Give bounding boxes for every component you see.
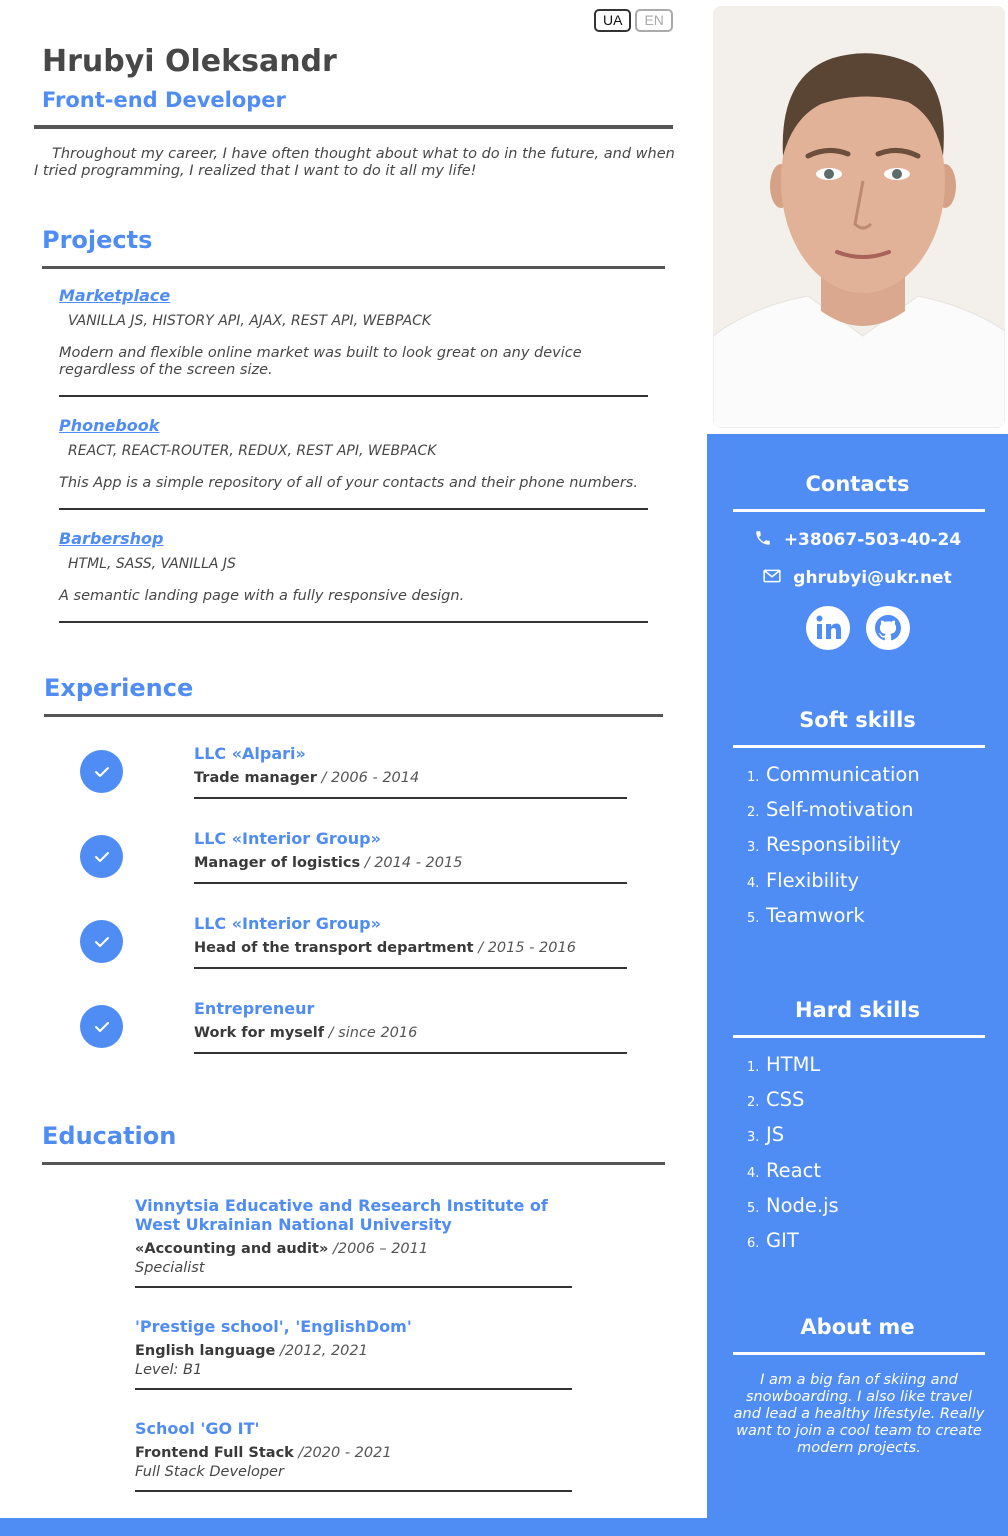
experience-details: [194, 940, 576, 956]
profile-photo: [713, 6, 1005, 428]
education-level: Level: B1: [135, 1362, 203, 1378]
soft-skill-item: 3. Responsibility: [747, 833, 901, 857]
education-years: /2006 – 2011: [328, 1241, 429, 1257]
email-address: ghrubyi@ukr.net: [793, 568, 952, 588]
hard-skill-item: 4. React: [747, 1158, 821, 1182]
soft-skills-list: [747, 763, 920, 939]
education-school: 'Prestige school', 'EnglishDom': [135, 1317, 412, 1336]
experience-period: / 2015 - 2016: [473, 940, 576, 956]
about-divider: [733, 1352, 985, 1355]
education-divider-line: [135, 1490, 572, 1492]
education-school: Vinnytsia Educative and Research Institute of West Ukrainian National University: [135, 1196, 548, 1234]
soft-skill-item: 1. Communication: [747, 763, 920, 786]
soft-skill-item: 4. Flexibility: [747, 868, 860, 892]
experience-period: / since 2016: [324, 1025, 418, 1041]
check-icon: [80, 835, 123, 878]
project-item: [59, 286, 649, 397]
experience-title: Experience: [44, 674, 194, 702]
experience-company: LLC «Interior Group»: [194, 829, 381, 848]
contacts-divider: [733, 509, 985, 512]
education-title: Education: [42, 1122, 177, 1150]
education-course: English language: [135, 1343, 276, 1359]
experience-item: [80, 744, 630, 812]
education-years: /2020 - 2021: [293, 1445, 392, 1461]
experience-details: [194, 1025, 417, 1041]
contacts-title: Contacts: [805, 472, 910, 496]
experience-period: / 2014 - 2015: [360, 855, 463, 871]
experience-role: Head of the transport department: [194, 940, 474, 956]
project-item: [59, 416, 649, 510]
check-icon: [80, 750, 123, 793]
email-link[interactable]: [707, 566, 1008, 590]
experience-role: Manager of logistics: [194, 855, 361, 871]
project-tech: VANILLA JS, HISTORY API, AJAX, REST API, WEBPACK: [68, 313, 432, 329]
education-details: [135, 1343, 572, 1359]
project-tech: REACT, REACT-ROUTER, REDUX, REST API, WEBPACK: [68, 443, 437, 459]
education-school: School 'GO IT': [135, 1419, 260, 1438]
project-description: A semantic landing page with a fully responsive design.: [59, 588, 465, 604]
hard-skills-list: [747, 1053, 839, 1264]
hard-skills-title: Hard skills: [794, 998, 920, 1022]
experience-item: [80, 914, 630, 982]
hard-skill-item: 3. JS: [747, 1123, 785, 1147]
experience-divider-line: [194, 882, 627, 884]
soft-skill-item: 5. Teamwork: [747, 903, 865, 927]
hard-skill-item: 1. HTML: [747, 1053, 821, 1076]
about-text: I am a big fan of skiing and snowboarding. I also like travel and lead a healthy lifestyle. Really want to join a cool team to create modern projects.: [733, 1372, 985, 1456]
sidebar: [707, 434, 1008, 1536]
person-name: Hrubyi Oleksandr: [42, 44, 337, 79]
experience-company: Entrepreneur: [194, 999, 315, 1018]
projects-divider: [42, 266, 665, 269]
soft-skills-title: Soft skills: [799, 708, 916, 732]
project-divider: [59, 395, 648, 397]
experience-period: / 2006 - 2014: [316, 770, 420, 786]
education-details: [135, 1241, 572, 1257]
job-title: Front-end Developer: [42, 88, 286, 112]
education-item: [135, 1419, 572, 1492]
education-level: Specialist: [135, 1260, 205, 1276]
experience-item: [80, 829, 630, 897]
education-item: [135, 1317, 572, 1390]
projects-title: Projects: [42, 226, 153, 254]
project-link-barbershop[interactable]: Barbershop: [59, 529, 164, 548]
project-link-marketplace[interactable]: Marketplace: [59, 286, 171, 305]
check-icon: [80, 920, 123, 963]
phone-link[interactable]: [707, 528, 1008, 552]
education-divider: [42, 1162, 665, 1165]
github-icon[interactable]: [866, 606, 910, 650]
experience-company: LLC «Interior Group»: [194, 914, 381, 933]
check-icon: [80, 1005, 123, 1048]
experience-item: [80, 999, 630, 1067]
lang-en-button[interactable]: EN: [635, 9, 672, 32]
experience-divider-line: [194, 797, 627, 799]
experience-company: LLC «Alpari»: [194, 744, 306, 763]
education-level: Full Stack Developer: [135, 1464, 284, 1480]
education-course: Frontend Full Stack: [135, 1445, 294, 1461]
education-divider-line: [135, 1388, 572, 1390]
project-divider: [59, 508, 648, 510]
project-link-phonebook[interactable]: Phonebook: [59, 416, 160, 435]
language-switch: [594, 9, 673, 32]
project-tech: HTML, SASS, VANILLA JS: [68, 556, 236, 572]
project-divider: [59, 621, 648, 623]
about-title: About me: [800, 1315, 915, 1339]
footer-bar: [0, 1518, 707, 1536]
soft-skill-item: 2. Self-motivation: [747, 798, 914, 822]
soft-skills-divider: [733, 745, 985, 748]
experience-divider-line: [194, 1052, 627, 1054]
hard-skill-item: 2. CSS: [747, 1088, 805, 1112]
experience-details: [194, 770, 419, 786]
intro-text: Throughout my career, I have often thought about what to do in the future, and when I tried programming, I realized that I want to do it all my life!: [34, 146, 675, 179]
education-years: /2012, 2021: [275, 1343, 368, 1359]
experience-divider-line: [194, 967, 627, 969]
mail-icon: [763, 568, 781, 588]
project-description: Modern and flexible online market was built to look great on any device regardless of the screen size.: [59, 345, 582, 378]
experience-role: Trade manager: [194, 770, 317, 786]
phone-number: +38067-503-40-24: [783, 530, 962, 550]
social-links: [707, 606, 1008, 650]
experience-details: [194, 855, 462, 871]
phone-icon: [754, 529, 772, 552]
linkedin-icon[interactable]: [806, 606, 850, 650]
experience-role: Work for myself: [194, 1025, 325, 1041]
hard-skill-item: 6. GIT: [747, 1228, 799, 1252]
hard-skills-divider: [733, 1035, 985, 1038]
education-details: [135, 1445, 572, 1461]
experience-divider: [44, 714, 663, 717]
hard-skill-item: 5. Node.js: [747, 1193, 839, 1217]
education-divider-line: [135, 1286, 572, 1288]
header-divider: [34, 125, 673, 129]
education-course: «Accounting and audit»: [135, 1241, 329, 1257]
project-description: This App is a simple repository of all of your contacts and their phone numbers.: [59, 475, 638, 491]
education-item: [135, 1196, 572, 1288]
project-item: [59, 529, 649, 623]
lang-ua-button[interactable]: UA: [594, 9, 631, 32]
